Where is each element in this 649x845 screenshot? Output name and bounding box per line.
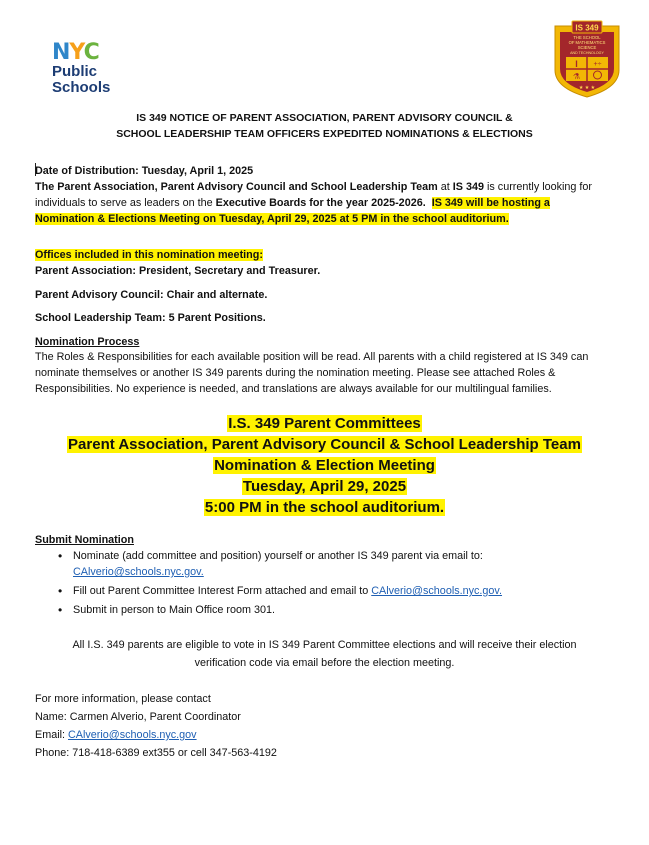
svg-text:THE SCHOOL: THE SCHOOL (573, 35, 601, 40)
meeting-announcement-highlight: IS 349 will be hosting a Nomination & Elections Meeting on Tuesday, April 29, 2025 at 5 PM in the school auditorium. (35, 197, 550, 225)
logo-line-public: Public (52, 63, 98, 80)
meeting-line-time-place: 5:00 PM in the school auditorium. (204, 499, 445, 516)
nyc-wordmark: NYC (52, 40, 99, 65)
eligibility-note: All I.S. 349 parents are eligible to vote in IS 349 Parent Committee elections and will receive their election verification code via email before the election meeting. (72, 639, 577, 669)
svg-text:SCIENCE: SCIENCE (577, 45, 597, 50)
svg-text:★ ★ ★: ★ ★ ★ (578, 85, 596, 91)
offices-parent-association: Parent Association: President, Secretary and Treasurer. (35, 265, 321, 277)
svg-text:⚗: ⚗ (572, 72, 581, 81)
contact-block (35, 690, 605, 762)
contact-phone: Phone: 718-418-6389 ext355 or cell 347-563-4192 (35, 747, 277, 759)
email-link[interactable]: CAlverio@schools.nyc.gov. (371, 585, 503, 597)
email-link[interactable]: CAlverio@schools.nyc.gov. (73, 566, 204, 578)
offices-parent-advisory-council: Parent Advisory Council: Chair and alternate. (35, 289, 268, 301)
badge-title: IS 349 (575, 23, 599, 33)
contact-email-link[interactable]: CAlverio@schools.nyc.gov (68, 729, 197, 741)
offices-school-leadership-team: School Leadership Team: 5 Parent Positions. (35, 312, 266, 324)
svg-text:AND TECHNOLOGY: AND TECHNOLOGY (570, 51, 604, 55)
contact-intro: For more information, please contact (35, 693, 211, 705)
svg-text:I: I (575, 59, 578, 69)
list-item: • Nominate (add committee and position) yourself or another IS 349 parent via email to: CAlverio@schools.nyc.gov. (73, 548, 605, 580)
meeting-line-committees: I.S. 349 Parent Committees (228, 415, 421, 432)
notice-title-line1: IS 349 NOTICE OF PARENT ASSOCIATION, PARENT ADVISORY COUNCIL & (136, 112, 513, 124)
submit-nomination-list (35, 548, 605, 621)
meeting-line-date: Tuesday, April 29, 2025 (242, 478, 407, 495)
notice-title-line2: SCHOOL LEADERSHIP TEAM OFFICERS EXPEDITED NOMINATIONS & ELECTIONS (116, 128, 533, 140)
svg-text:+÷: +÷ (593, 61, 602, 68)
intro-paragraph: The Parent Association, Parent Advisory Council and School Leadership Team at IS 349 is currently looking for individuals to serve as leaders on the Executive Boards for the year 2025-2026. IS 349 will be hosting a Nomination & Elections Meeting on Tuesday, April 29, 2025 at 5 PM in the school auditorium. (35, 181, 593, 225)
contact-name: Name: Carmen Alverio, Parent Coordinator (35, 711, 241, 723)
date-of-distribution: Date of Distribution: Tuesday, April 1, 2025 (35, 165, 254, 177)
meeting-line-type: Nomination & Election Meeting (214, 457, 435, 474)
list-item: • Fill out Parent Committee Interest Form attached and email to CAlverio@schools.nyc.gov. (73, 583, 605, 599)
contact-email-line: Email: CAlverio@schools.nyc.gov (35, 729, 197, 741)
logo-line-schools: Schools (52, 79, 111, 96)
offices-heading: Offices included in this nomination meeting: (35, 249, 263, 261)
nyc-public-schools-logo (52, 42, 122, 100)
nomination-process-heading: Nomination Process (35, 336, 140, 348)
meeting-block (0, 413, 649, 518)
submit-nomination-heading: Submit Nomination (35, 534, 134, 546)
svg-text:OF MATHEMATICS: OF MATHEMATICS (568, 40, 606, 45)
meeting-line-groups: Parent Association, Parent Advisory Council & School Leadership Team (68, 436, 581, 453)
nomination-process-text: The Roles & Responsibilities for each available position will be read. All parents with a child registered at IS 349 can nominate themselves or another IS 349 parents during the nomination meeting. Please see attached Roles & Responsibilities. No experience is needed, and translations are always available for our multilingual families. (35, 351, 589, 395)
is349-shield-badge (552, 18, 622, 98)
list-item: • Submit in person to Main Office room 301. (73, 602, 605, 618)
